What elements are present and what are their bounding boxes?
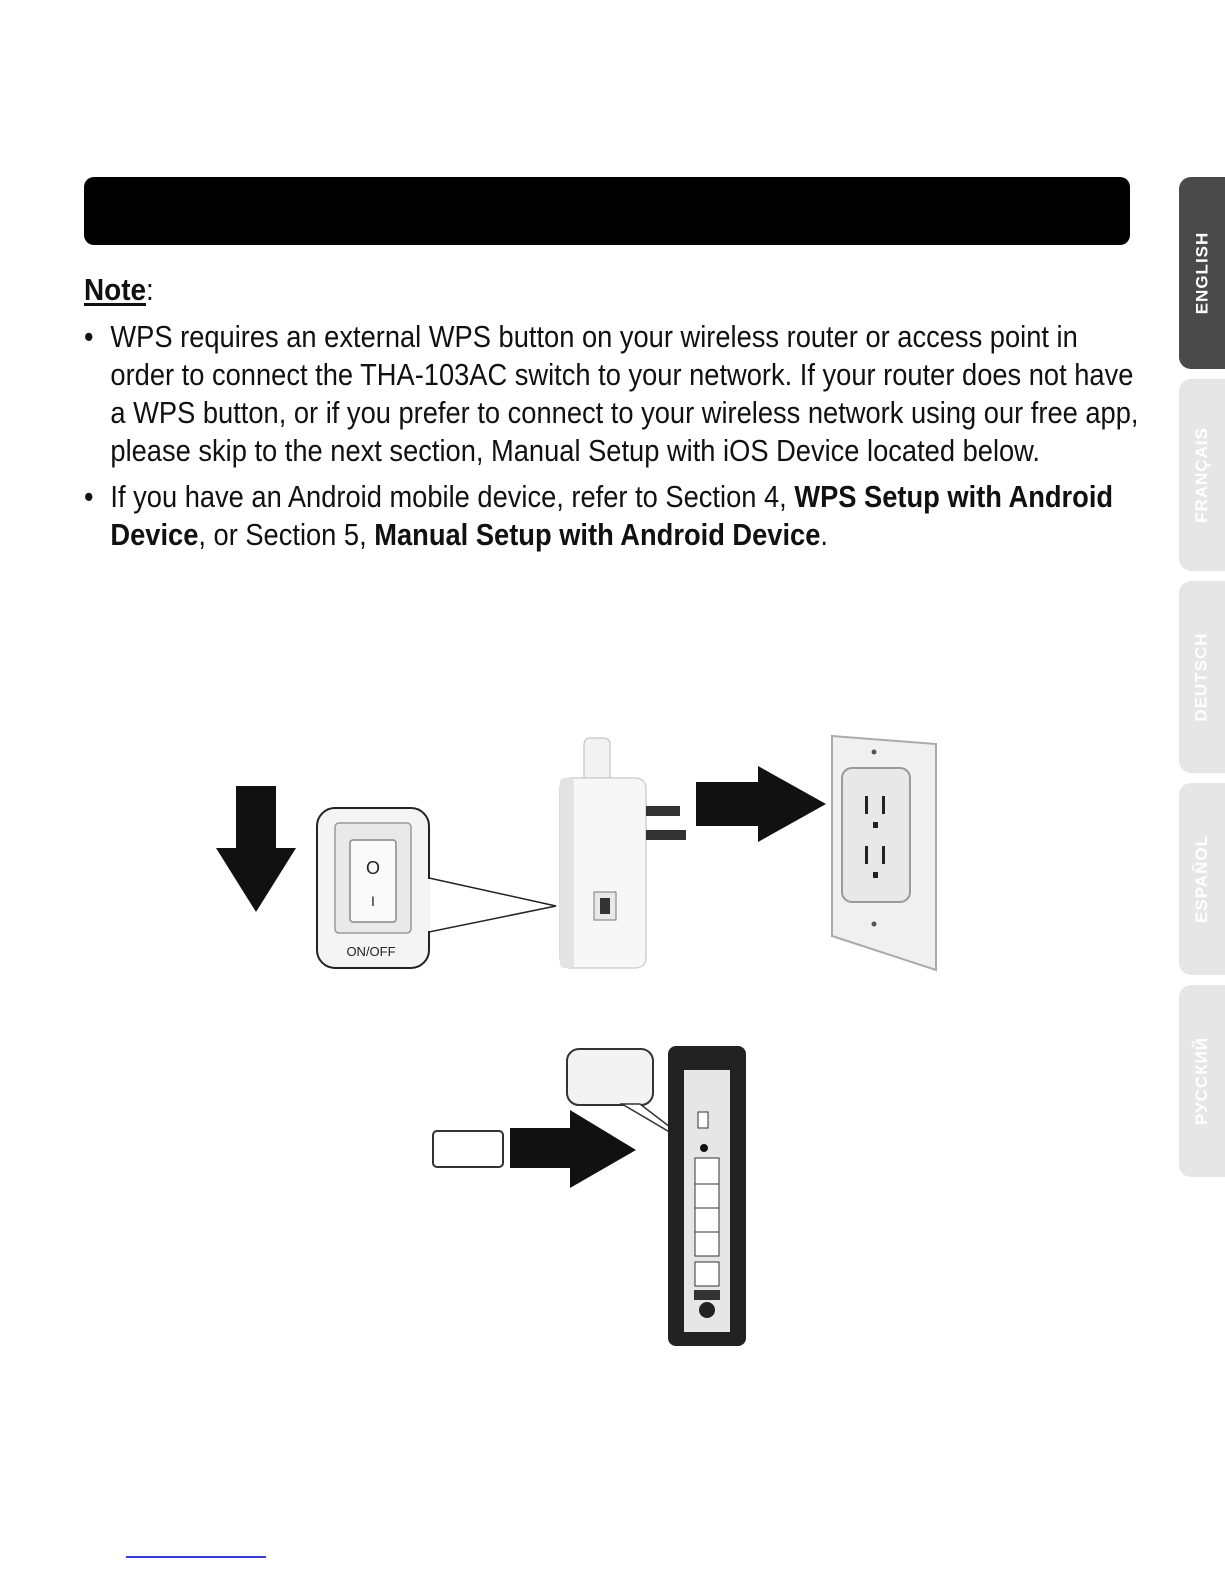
router-back-panel [433,1046,746,1346]
right-arrow-icon [696,766,826,842]
svg-text:ON/OFF: ON/OFF [346,944,396,959]
wall-outlet [832,736,936,970]
power-switch-callout [317,808,556,968]
tab-russian[interactable]: РУССКИЙ [1179,985,1225,1177]
tab-english[interactable]: ENGLISH [1179,177,1225,369]
svg-text:O: O [365,858,381,878]
tab-deutsch[interactable]: DEUTSCH [1179,581,1225,773]
svg-text:I: I [371,893,375,909]
tab-francais[interactable]: FRANÇAIS [1179,379,1225,571]
note-bullet-wps-requirement: • WPS requires an external WPS button on your wireless router or access point in order to connect the THA-103AC switch to your network. If your router does not have a WPS button, or if you prefer to connect to your wireless network using our free app, please skip to the next section, Manual Setup with iOS Device located below. [84,318,1149,470]
plug-device [560,738,686,968]
note-heading: Note: [84,272,154,307]
footer-rule [126,1556,266,1558]
tab-espanol[interactable]: ESPAÑOL [1179,783,1225,975]
right-arrow-icon [510,1110,636,1188]
note-bullet-android: • If you have an Android mobile device, refer to Section 4, WPS Setup with Android Device, or Section 5, Manual Setup with Android Device. [84,478,1149,554]
down-arrow-icon [216,786,296,912]
